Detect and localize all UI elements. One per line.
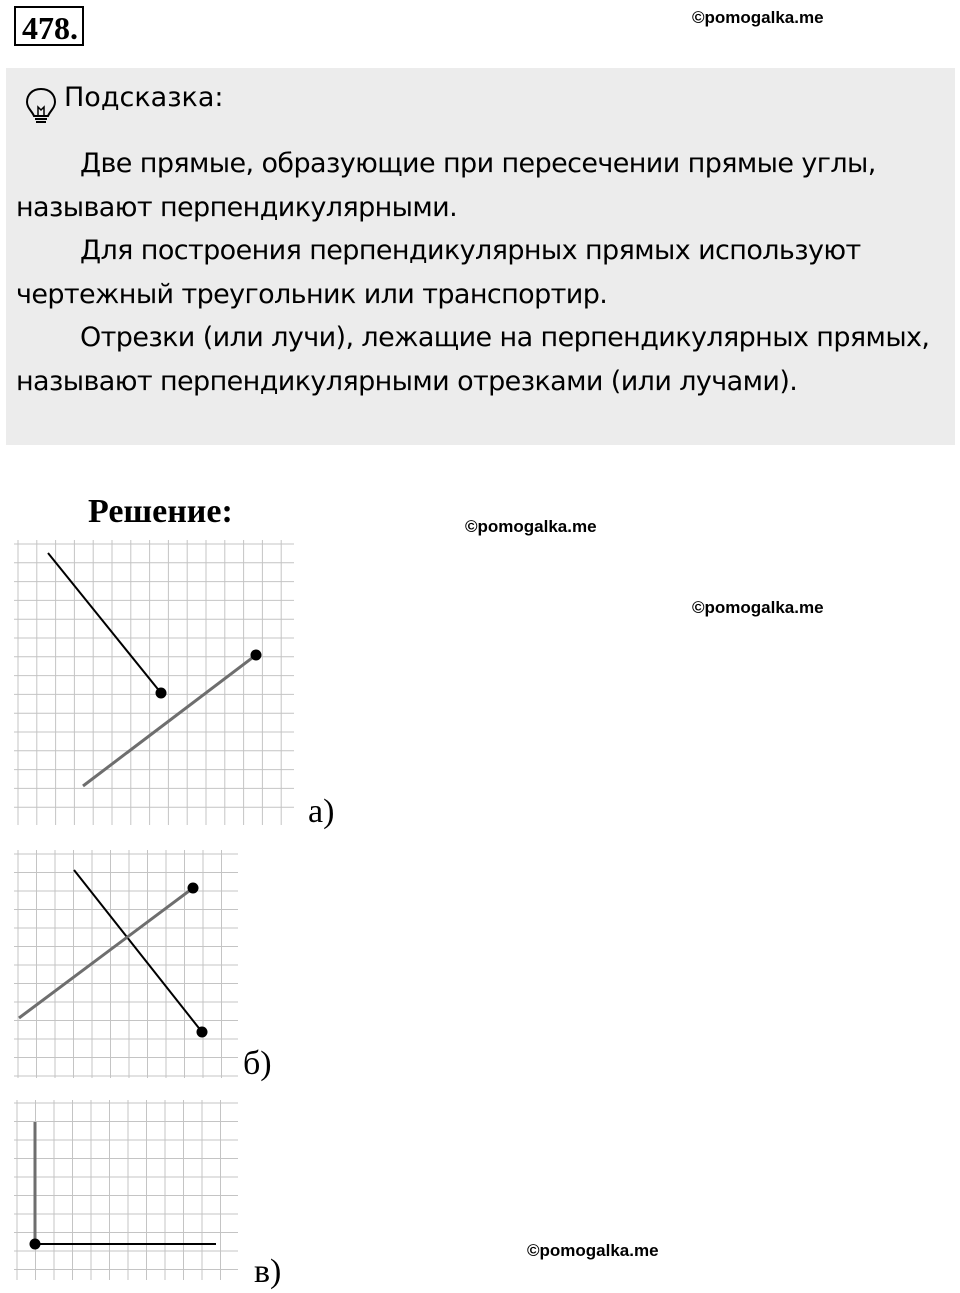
figure-c xyxy=(14,1100,238,1280)
problem-number-value: 478 xyxy=(22,10,70,46)
lightbulb-icon xyxy=(24,86,58,126)
hint-paragraph: Две прямые, образующие при пересечении прямые углы, называют перпендикулярными. xyxy=(16,148,876,223)
watermark: ©pomogalka.me xyxy=(465,517,597,536)
endpoint xyxy=(251,650,262,661)
problem-number-dot: . xyxy=(70,10,78,46)
figure-a xyxy=(14,540,294,825)
hint-text xyxy=(16,142,946,404)
figure-label-c: в) xyxy=(254,1253,282,1290)
hint-box xyxy=(6,68,955,445)
problem-number xyxy=(14,6,84,46)
gray-segment xyxy=(19,888,193,1018)
gray-segment xyxy=(83,655,256,786)
hint-paragraph: Отрезки (или лучи), лежащие на перпендикулярных прямых, называют перпендикулярными отрезками (или лучами). xyxy=(16,322,930,397)
endpoint xyxy=(188,883,199,894)
endpoint xyxy=(197,1027,208,1038)
grid xyxy=(14,1100,238,1280)
figure-label-b: б) xyxy=(243,1045,272,1082)
grid xyxy=(14,850,238,1078)
watermark: ©pomogalka.me xyxy=(527,1241,659,1260)
watermark: ©pomogalka.me xyxy=(692,598,824,617)
figure-label-a: а) xyxy=(308,793,335,830)
watermark: ©pomogalka.me xyxy=(692,8,824,27)
endpoint xyxy=(156,688,167,699)
hint-title: Подсказка: xyxy=(64,82,224,113)
solution-title: Решение: xyxy=(88,493,233,530)
figure-b xyxy=(14,850,238,1078)
dark-segment xyxy=(48,553,161,693)
grid xyxy=(14,540,294,825)
hint-paragraph: Для построения перпендикулярных прямых используют чертежный треугольник или транспортир. xyxy=(16,235,861,310)
vertex-point xyxy=(30,1239,41,1250)
